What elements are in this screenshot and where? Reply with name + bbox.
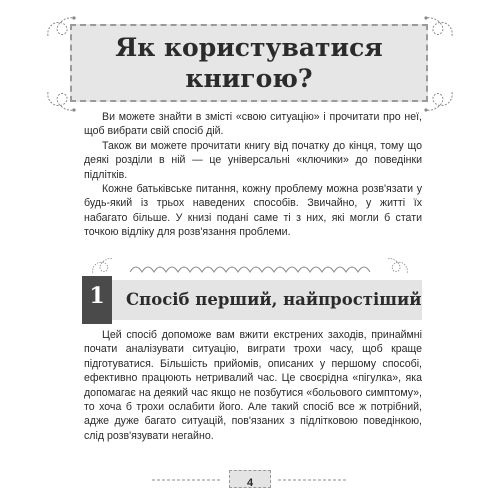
section-ornament-right-icon	[382, 254, 412, 276]
intro-paragraph: Також ви можете прочитати книгу від початку до кінця, тому що деякі розділи в ній — це універсальні «ключики» до поведінки підлітків.	[84, 139, 422, 181]
section-header	[82, 280, 422, 320]
page-title-line-1: Як користуватися	[115, 33, 383, 62]
page-title-box	[70, 24, 428, 102]
section-ornament-left-icon	[88, 254, 118, 276]
section-number-badge: 1	[82, 276, 112, 324]
page-number-box	[229, 470, 271, 488]
section-title: Спосіб перший, найпростіший	[126, 290, 422, 309]
page-number: 4	[246, 477, 254, 489]
stitch-divider-icon	[128, 262, 374, 274]
section-paragraph: Цей спосіб допоможе вам вжити екстрених заходів, принаймні почати аналізувати ситуацію, виграти трохи часу, щоб краще підготуватися. Більшість прийомів, описаних у першому способі, ефективно працюють нетривалий час. Це своєрідна «пігулка», яка допомагає на деякий час якщо не позбутися «больового симптому», то хоча б трохи ослабити його. Але такий спосіб все ж потрібний, адже дуже багато ситуацій, пов'язаних з підлітковою поведінкою, слід розв'язувати негайно.	[84, 329, 422, 442]
intro-paragraph: Ви можете знайти в змісті «свою ситуацію» і прочитати про неї, щоб вибрати свій спосіб дій.	[84, 111, 422, 138]
intro-text	[84, 110, 422, 240]
intro-paragraph: Кожне батьківське питання, кожну проблему можна розв'язати у будь-який із трьох наведених способів. Звичайно, у житті їх набагато більше. У книзі подані саме ті з них, які могли б стати точкою відліку для розв'язання проблеми.	[84, 183, 422, 239]
bottom-stitch-left-icon	[150, 474, 224, 486]
section-body-text	[84, 328, 422, 443]
bottom-stitch-right-icon	[276, 474, 350, 486]
page-title-line-2: книгою?	[185, 64, 313, 93]
